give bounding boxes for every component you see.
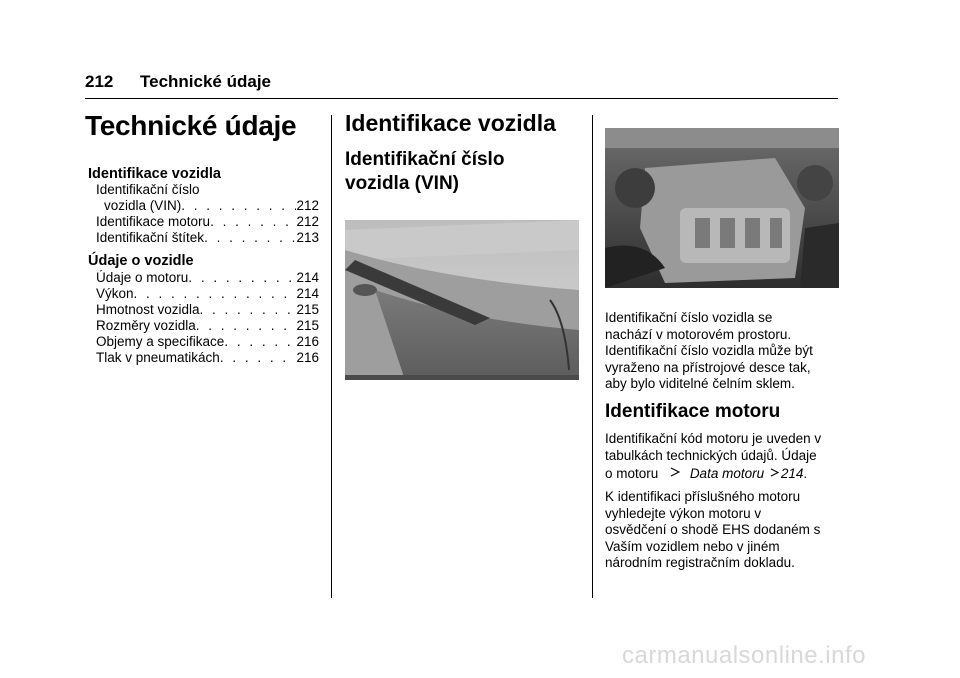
engine-power-paragraph [605,489,840,572]
text-line: tabulkách technických údajů. Údaje [605,447,817,463]
text-line: Identifikační číslo vozidla může být [605,343,813,358]
page-number: 212 [85,72,114,91]
toc-item-page: 215 [296,302,319,317]
toc-item-page: 214 [296,270,319,285]
toc-item-vin[interactable] [104,198,319,214]
toc-item-label: vozidla (VIN) [104,198,182,213]
toc-item-label: Objemy a specifikace [96,334,225,349]
text-line: nachází v motorovém prostoru. [605,326,792,342]
toc-item-page: 212 [296,198,319,213]
text-line: aby bylo viditelné čelním sklem. [605,376,795,391]
toc-item-page: 212 [296,214,319,229]
toc-item-label: Identifikační štítek [96,230,205,245]
text-line: K identifikaci příslušného motoru [605,489,801,504]
toc-item-engine-data[interactable] [96,270,319,286]
page-reference-arrow-icon-2 [770,466,779,483]
toc-item-tyre-pressure[interactable] [96,350,319,366]
ref-prefix: o motoru [605,466,659,481]
header-title: Technické údaje [140,72,272,91]
vin-location-paragraph [605,310,840,393]
ref-suffix: . [803,466,808,481]
toc-item-label: Tlak v pneumatikách [96,350,220,365]
text-line: Identifikační kód motoru je uveden v [605,431,822,446]
toc-leader [204,230,296,246]
toc-item-page: 216 [296,334,319,349]
toc-heading-vehicle-data: Údaje o vozidle [88,253,194,269]
column-divider-right [592,115,593,598]
toc-item-page: 213 [296,230,319,245]
toc-item-label: Hmotnost vozidla [96,302,200,317]
toc-leader [200,302,297,318]
page-reference-arrow-icon [670,466,680,483]
ref-link-text[interactable]: Data motoru [689,466,765,481]
watermark: carmanualsonline.info [622,642,866,669]
engine-data-reference[interactable] [605,466,840,483]
chapter-title: Technické údaje [85,110,297,141]
toc-item-label: Identifikace motoru [96,214,211,229]
toc-item-performance[interactable] [96,286,319,302]
toc-item-engine-identification[interactable] [96,214,319,230]
toc-leader [188,270,296,286]
text-line: národním registračním dokladu. [605,555,795,570]
toc-item-capacities[interactable] [96,334,319,350]
column-divider-left [331,115,332,598]
engine-code-paragraph [605,431,840,483]
toc-item-label: Výkon [96,286,134,301]
text-line: vyraženo na přístrojové desce tak, [605,359,811,375]
header-rule [85,98,838,99]
text-line: vyhledejte výkon motoru v [605,505,762,521]
toc-leader [181,198,296,214]
text-line: Vaším vozidlem nebo v jiném [605,538,780,554]
toc-heading-vehicle-identification: Identifikace vozidla [88,166,221,182]
toc-leader [134,286,297,302]
ref-page[interactable]: 214 [780,466,804,481]
toc-leader [210,214,296,230]
toc-item-label: Údaje o motoru [96,270,189,285]
engine-compartment-photo [605,128,839,288]
toc-item-vin-line1[interactable]: Identifikační číslo [96,182,200,197]
toc-item-page: 214 [296,286,319,301]
toc-item-page: 216 [296,350,319,365]
section-title: Identifikace vozidla [345,110,556,136]
vin-windshield-photo [345,220,579,380]
subsection-title-line2: vozidla (VIN) [345,173,460,194]
subsection-title-line1: Identifikační číslo [345,149,505,170]
engine-identification-title: Identifikace motoru [605,401,781,422]
text-line: Identifikační číslo vozidla se [605,310,773,325]
toc-item-label: Rozměry vozidla [96,318,196,333]
toc-item-vehicle-dimensions[interactable] [96,318,319,334]
toc-leader [196,318,297,334]
toc-leader [220,350,297,366]
toc-item-identification-plate[interactable] [96,230,319,246]
toc-leader [224,334,296,350]
toc-item-page: 215 [296,318,319,333]
text-line: osvědčení o shodě EHS dodaném s [605,522,821,537]
toc-item-vehicle-weight[interactable] [96,302,319,318]
